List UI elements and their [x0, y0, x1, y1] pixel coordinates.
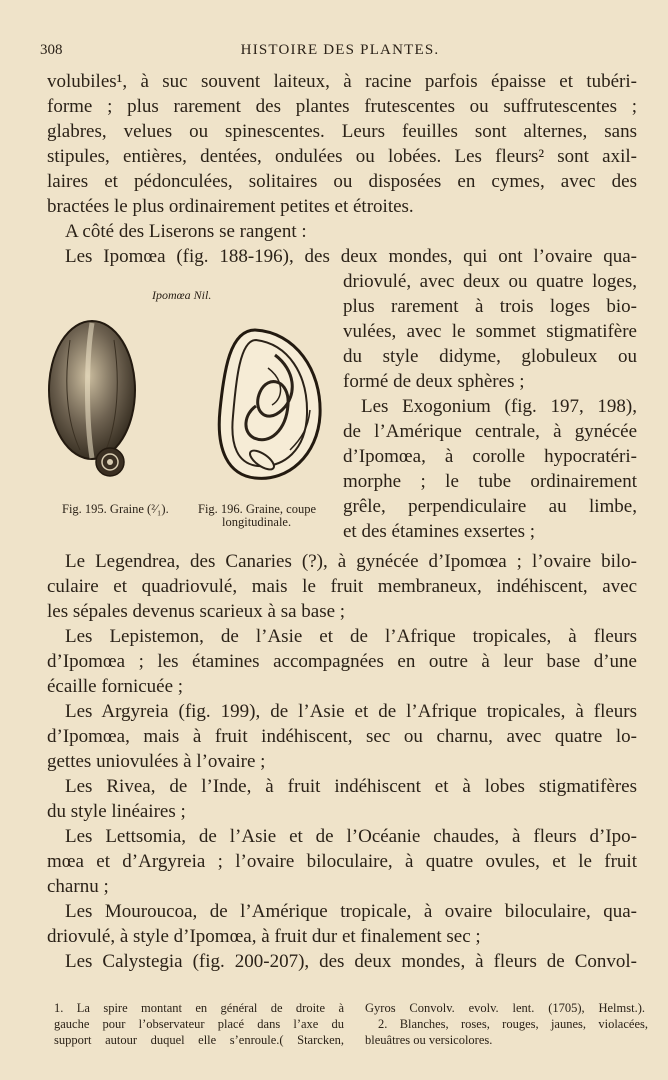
page-number: 308	[40, 42, 63, 58]
body-line: A côté des Liserons se rangent :	[65, 221, 307, 242]
body-line: Les Ipomœa (fig. 188-196), des deux mondes, qui ont l’ovaire qua-	[65, 246, 637, 267]
body-line: Les Lettsomia, de l’Asie et de l’Océanie chaudes, à fleurs d’Ipo-	[65, 826, 637, 847]
body-line: forme ; plus rarement des plantes frutescentes ou suffrutescentes ;	[47, 96, 637, 117]
body-line: les sépales devenus scarieux à sa base ;	[47, 601, 346, 622]
body-line: laires et pédonculées, solitaires ou disposées en cymes, avec des	[47, 171, 637, 192]
seed-illustration	[40, 310, 340, 500]
body-line: charnu ;	[47, 876, 109, 897]
page-header	[40, 38, 640, 62]
seed-section-figure	[219, 330, 320, 478]
body-line: du style didyme, globuleux ou	[343, 346, 637, 367]
body-line: d’Ipomœa ; les étamines accompagnées en outre à leur base d’une	[47, 651, 637, 672]
body-line: et des étamines exsertes ;	[343, 521, 536, 542]
footnote-line: bleuâtres ou versicolores.	[365, 1033, 493, 1047]
body-line: driovulé, à style d’Ipomœa, à fruit dur et finalement sec ;	[47, 926, 481, 947]
running-title: HISTOIRE DES PLANTES.	[240, 42, 440, 58]
figure-caption: Fig. 195. Graine (²⁄₁).	[62, 502, 169, 516]
body-line: du style linéaires ;	[47, 801, 186, 822]
body-line: formé de deux sphères ;	[343, 371, 525, 392]
body-line: gettes uniovulées à l’ovaire ;	[47, 751, 266, 772]
body-line: glabres, velues ou spinescentes. Leurs feuilles sont alternes, sans	[47, 121, 637, 142]
body-line: stipules, entières, dentées, ondulées ou lobées. Les fleurs² sont axil-	[47, 146, 637, 167]
footnote-line: 2. Blanches, roses, rouges, jaunes, violacées,	[378, 1017, 648, 1031]
body-line: Les Calystegia (fig. 200-207), des deux mondes, à fleurs de Convol-	[65, 951, 637, 972]
body-line: d’Ipomœa, à corolle hypocratéri-	[343, 446, 637, 467]
body-line: Les Exogonium (fig. 197, 198),	[361, 396, 637, 417]
body-line: d’Ipomœa, mais à fruit indéhiscent, sec ou charnu, avec quatre lo-	[47, 726, 637, 747]
body-line: volubiles¹, à suc souvent laiteux, à racine parfois épaisse et tubéri-	[47, 71, 637, 92]
body-line: Les Lepistemon, de l’Asie et de l’Afrique tropicales, à fleurs	[65, 626, 637, 647]
body-line: morphe ; le tube ordinairement	[343, 471, 637, 492]
body-line: Les Mouroucoa, de l’Amérique tropicale, à ovaire biloculaire, qua-	[65, 901, 637, 922]
figure-caption: Fig. 196. Graine, coupe	[198, 502, 317, 516]
body-line: culaire et quadriovulé, mais le fruit membraneux, indéhiscent, avec	[47, 576, 637, 597]
footnote-line: Gyros Convolv. evolv. lent. (1705), Helmst.).	[365, 1001, 645, 1015]
body-line: mœa et d’Argyreia ; l’ovaire biloculaire, à quatre ovules, et le fruit	[47, 851, 637, 872]
body-line: plus rarement à trois loges bio-	[343, 296, 637, 317]
footnote-line: support autour duquel elle s’enroule.( Starcken,	[54, 1033, 344, 1047]
seed-whole-figure	[49, 321, 135, 476]
body-line: Les Argyreia (fig. 199), de l’Asie et de l’Afrique tropicales, à fleurs	[65, 701, 637, 722]
body-line: écaille fornicuée ;	[47, 676, 184, 697]
body-line: Le Legendrea, des Canaries (?), à gynécée d’Ipomœa ; l’ovaire bilo-	[65, 551, 637, 572]
body-line: grêle, perpendiculaire au limbe,	[343, 496, 637, 517]
body-line: bractées le plus ordinairement petites et étroites.	[47, 196, 414, 217]
footnote-line: gauche pour l’observateur placé dans l’axe du	[54, 1017, 344, 1031]
body-line: driovulé, avec deux ou quatre loges,	[343, 271, 637, 292]
body-line: vulées, avec le sommet stigmatifère	[343, 321, 637, 342]
footnote-line: 1. La spire montant en général de droite à	[54, 1001, 344, 1015]
figure-caption: longitudinale.	[222, 515, 292, 529]
body-line: de l’Amérique centrale, à gynécée	[343, 421, 637, 442]
body-line: Les Rivea, de l’Inde, à fruit indéhiscent et à lobes stigmatifères	[65, 776, 637, 797]
figure-label: Ipomœa Nil.	[152, 288, 212, 302]
